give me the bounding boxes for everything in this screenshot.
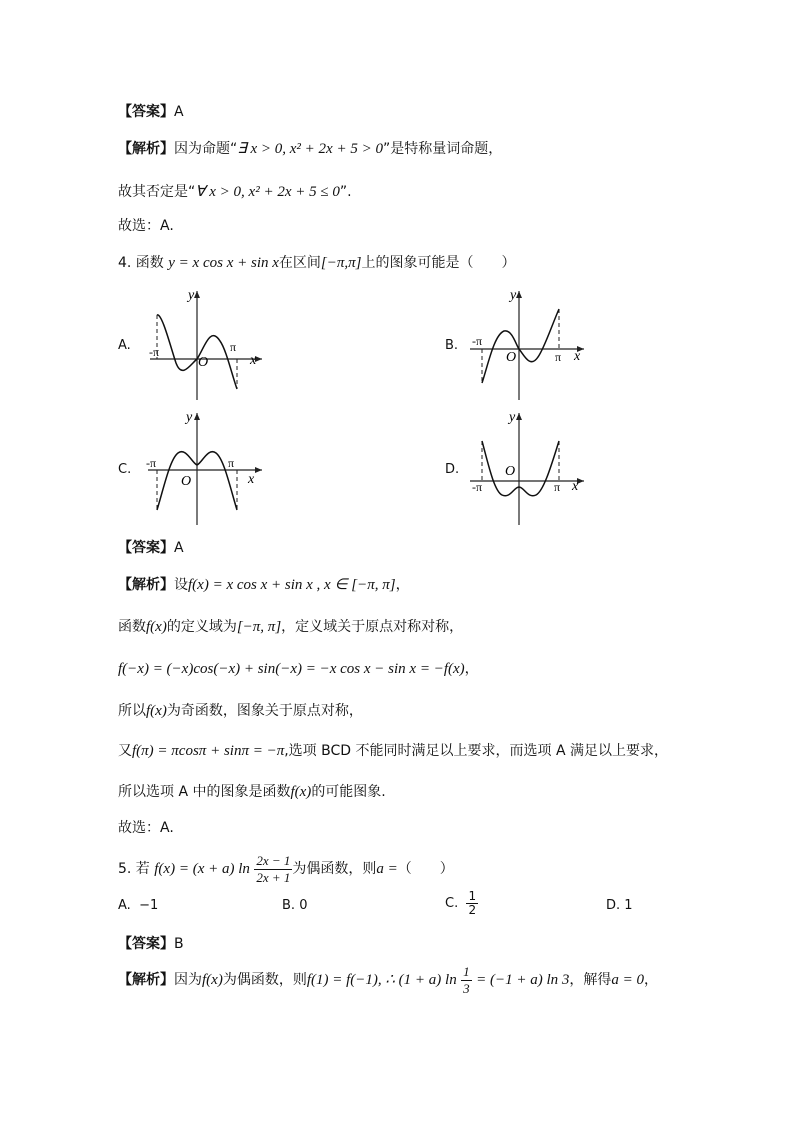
answer-value: B — [174, 936, 184, 952]
text: 又 — [118, 743, 132, 759]
text: ， — [395, 577, 410, 593]
fraction-denominator: 2x + 1 — [256, 869, 291, 885]
math-expression: y = x cos x + sin x — [168, 255, 279, 271]
x-axis-label: x — [248, 472, 255, 487]
math-expression: f(x) = (x + a) ln — [154, 861, 250, 877]
pi-label: π — [555, 350, 562, 364]
x-axis-label: x — [572, 479, 579, 494]
pi-label: π — [228, 456, 235, 470]
neg-pi-label: -π — [472, 480, 483, 494]
q4-analysis-line2 — [118, 617, 463, 637]
fraction — [461, 964, 472, 997]
choice-b[interactable] — [282, 898, 307, 913]
text: 故其否定是“ — [118, 184, 196, 200]
answer-value: A — [174, 104, 184, 120]
math-expression: f(x) — [290, 784, 312, 800]
option-d-label: D. — [445, 462, 460, 477]
q4-analysis-line1 — [118, 575, 410, 595]
math-expression: f(x) — [146, 703, 167, 719]
option-a-graph — [140, 285, 270, 409]
math-expression: f(x) — [202, 972, 223, 988]
option-c-graph — [140, 407, 270, 533]
text: ， — [464, 661, 479, 677]
origin-label: O — [505, 464, 516, 479]
text: ,选项 BCD 不能同时满足以上要求，而选项 A 满足以上要求， — [284, 743, 668, 759]
text: 为偶函数，则 — [292, 861, 377, 877]
choice-d[interactable] — [606, 898, 633, 913]
choice-label: B. — [282, 898, 296, 913]
fraction — [254, 853, 292, 886]
text: 设 — [174, 577, 188, 593]
q4-conclusion: 故选：A. — [118, 820, 174, 836]
math-expression: f(1) = f(−1), ∴ (1 + a) ln — [306, 972, 457, 988]
text: 4. 函数 — [118, 255, 164, 271]
answer-label: 【答案】 — [118, 540, 174, 556]
q5-answer-line — [118, 934, 184, 954]
neg-pi-label: -π — [146, 456, 157, 470]
choice-label: D. — [606, 898, 621, 913]
answer-label: 【答案】 — [118, 936, 174, 952]
q4-answer-line — [118, 538, 184, 558]
choice-label: A. — [118, 898, 131, 913]
math-expression: f(x) — [146, 619, 167, 635]
y-axis-label: y — [186, 410, 193, 425]
q3-conclusion: 故选：A. — [118, 218, 174, 234]
y-axis-label: y — [510, 288, 517, 303]
neg-pi-label: -π — [472, 334, 483, 348]
text: ，定义域关于原点对称对称， — [281, 619, 464, 635]
math-expression: ∃ x > 0, x² + 2x + 5 > 0 — [237, 141, 383, 157]
text: （ ） — [397, 861, 454, 877]
fraction-numerator: 1 — [463, 963, 470, 979]
text: 的定义域为 — [166, 619, 237, 635]
math-interval: [−π,π] — [320, 255, 362, 271]
origin-label: O — [181, 474, 192, 489]
math-interval: [−π, π] — [236, 619, 282, 635]
fraction-numerator: 1 — [468, 889, 477, 903]
fraction-denominator: 2 — [468, 903, 477, 917]
pi-label: π — [230, 340, 237, 354]
q3-answer-line — [118, 102, 184, 122]
option-b-label: B. — [445, 338, 459, 353]
analysis-label: 【解析】 — [118, 141, 174, 157]
text: 函数 — [118, 619, 146, 635]
x-axis-label: x — [574, 349, 581, 364]
math-expression: a = — [376, 861, 398, 877]
q4-stem — [118, 253, 515, 273]
choice-value: 0 — [299, 898, 308, 913]
option-d-graph — [462, 407, 592, 533]
math-expression: f(π) = πcosπ + sinπ = −π — [132, 743, 285, 759]
y-axis-label: y — [509, 410, 516, 425]
math-expression: f(−x) = (−x)cos(−x) + sin(−x) = −x cos x − sin x = −f(x) — [118, 661, 465, 677]
choice-value: 1 — [624, 898, 633, 913]
math-expression: a = 0 — [611, 972, 645, 988]
pi-label: π — [554, 480, 561, 494]
analysis-label: 【解析】 — [118, 972, 174, 988]
analysis-label: 【解析】 — [118, 577, 174, 593]
y-axis-label: y — [188, 288, 195, 303]
math-expression: f(x) = x cos x + sin x , x ∈ [−π, π] — [188, 577, 396, 593]
choice-c[interactable] — [445, 890, 478, 917]
choice-label: C. — [445, 896, 459, 911]
origin-label: O — [506, 350, 517, 365]
answer-value: A — [174, 540, 184, 556]
answer-label: 【答案】 — [118, 104, 174, 120]
text: ”是特称量词命题， — [382, 141, 503, 157]
text: 所以选项 A 中的图象是函数 — [118, 784, 291, 800]
text: 上的图象可能是（ ） — [361, 255, 516, 271]
x-axis-label: x — [250, 353, 257, 368]
q3-analysis-line1 — [118, 139, 502, 159]
text: ，解得 — [569, 972, 612, 988]
text: 所以 — [118, 703, 146, 719]
choice-value: −1 — [139, 898, 159, 913]
choice-a[interactable] — [118, 898, 158, 913]
text: 5. 若 — [118, 861, 150, 877]
fraction-numerator: 2x − 1 — [256, 852, 291, 868]
q4-analysis-line5 — [118, 741, 668, 761]
option-c-label: C. — [118, 462, 132, 477]
fraction-denominator: 3 — [463, 980, 470, 996]
text: ”. — [339, 184, 352, 200]
fraction — [466, 890, 478, 917]
text: 为奇函数，图象关于原点对称， — [166, 703, 363, 719]
text: 因为命题“ — [174, 141, 238, 157]
q5-analysis-line1 — [118, 963, 658, 997]
math-expression: ∀ x > 0, x² + 2x + 5 ≤ 0 — [195, 184, 340, 200]
q5-stem — [118, 852, 454, 886]
text: 的可能图象. — [311, 784, 386, 800]
math-expression: = (−1 + a) ln 3 — [476, 972, 570, 988]
q4-analysis-line6 — [118, 782, 386, 802]
text: 为偶函数，则 — [222, 972, 307, 988]
text: ， — [644, 972, 659, 988]
q3-analysis-line2 — [118, 182, 352, 202]
option-a-label: A. — [118, 338, 131, 353]
neg-pi-label: -π — [149, 345, 160, 359]
q4-analysis-line3 — [118, 659, 479, 679]
origin-label: O — [198, 355, 209, 370]
text: 在区间 — [278, 255, 321, 271]
option-b-graph — [462, 285, 592, 409]
q4-analysis-line4 — [118, 701, 363, 721]
text: 因为 — [174, 972, 202, 988]
